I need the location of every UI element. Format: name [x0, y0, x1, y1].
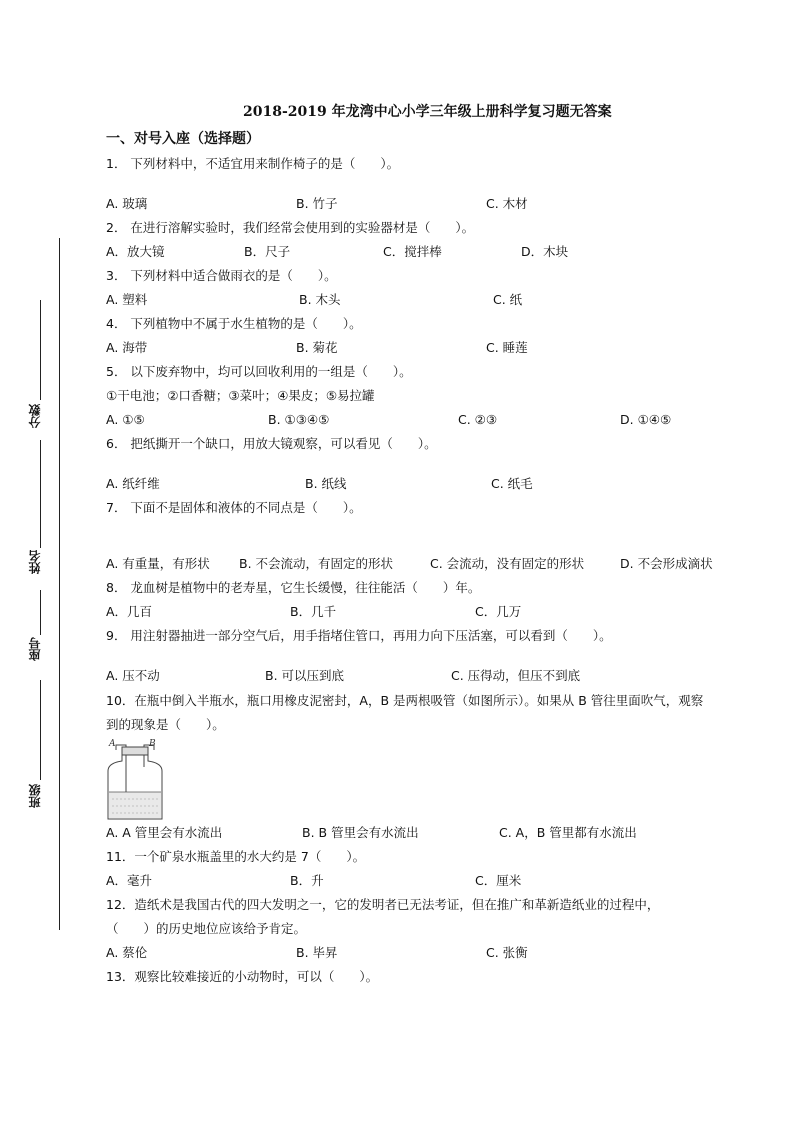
bottle-figure	[104, 737, 166, 821]
section-heading: 一、对号入座（选择题）	[106, 131, 260, 147]
question-1-stem: 1． 下列材料中，不适宜用来制作椅子的是（ ）。	[106, 156, 400, 171]
question-11-stem: 11．一个矿泉水瓶盖里的水大约是 7（ ）。	[106, 849, 366, 864]
question-2-option-b: B．尺子	[244, 244, 291, 259]
question-5-items: ①干电池；②口香糖；③菜叶；④果皮；⑤易拉罐	[106, 388, 375, 403]
question-12-option-b: B. 毕昇	[296, 945, 338, 960]
question-12-option-c: C. 张衡	[486, 945, 528, 960]
question-9-option-a: A. 压不动	[106, 668, 160, 683]
question-10-option-b: B. B 管里会有水流出	[302, 825, 419, 840]
question-7-option-c: C. 会流动，没有固定的形状	[430, 556, 585, 571]
question-6-option-c: C. 纸毛	[491, 476, 533, 491]
name-label: 姓名	[28, 550, 42, 574]
question-5-option-b: B. ①③④⑤	[268, 412, 330, 427]
tube-b-label: B	[149, 739, 156, 749]
question-10-stem-continued: 到的现象是（ ）。	[106, 717, 225, 732]
question-9-option-c: C. 压得动，但压不到底	[451, 668, 581, 683]
question-12-option-a: A. 蔡伦	[106, 945, 148, 960]
question-2-option-d: D．木块	[521, 244, 569, 259]
question-5-option-c: C. ②③	[458, 412, 498, 427]
score-label: 分数	[28, 404, 42, 428]
question-8-option-c: C．几万	[475, 604, 522, 619]
question-11-option-a: A．毫升	[106, 873, 153, 888]
question-1-option-a: A. 玻璃	[106, 196, 148, 211]
name-blank-line	[40, 440, 41, 548]
question-10-option-a: A. A 管里会有水流出	[106, 825, 223, 840]
question-4-stem: 4． 下列植物中不属于水生植物的是（ ）。	[106, 316, 362, 331]
question-2-stem: 2． 在进行溶解实验时，我们经常会使用到的实验器材是（ ）。	[106, 220, 475, 235]
question-9-stem: 9． 用注射器抽进一部分空气后，用手指堵住管口，再用力向下压活塞，可以看到（ ）。	[106, 628, 612, 643]
stopper	[122, 747, 148, 755]
question-13-stem: 13．观察比较难接近的小动物时，可以（ ）。	[106, 969, 379, 984]
question-2-option-c: C．搅拌棒	[383, 244, 442, 259]
question-1-option-b: B. 竹子	[296, 196, 338, 211]
question-9-option-b: B. 可以压到底	[265, 668, 345, 683]
question-12-stem: 12．造纸术是我国古代的四大发明之一，它的发明者已无法考证，但在推广和革新造纸业的过程中，	[106, 897, 660, 912]
question-10-stem: 10．在瓶中倒入半瓶水，瓶口用橡皮泥密封，A，B 是两根吸管（如图所示）。如果从 B 管往里面吹气，观察	[106, 693, 704, 708]
seat-label: 座号	[28, 637, 42, 661]
question-3-option-a: A. 塑料	[106, 292, 148, 307]
binding-line	[59, 238, 60, 930]
tube-a-label: A	[109, 739, 116, 749]
class-label: 班级	[28, 784, 42, 808]
class-blank-line	[40, 680, 41, 780]
question-7-option-b: B. 不会流动，有固定的形状	[239, 556, 394, 571]
question-8-option-b: B．几千	[290, 604, 337, 619]
question-8-stem: 8． 龙血树是植物中的老寿星，它生长缓慢，往往能活（ ）年。	[106, 580, 481, 595]
seat-blank-line	[40, 590, 41, 635]
question-7-option-a: A. 有重量，有形状	[106, 556, 210, 571]
question-3-option-b: B. 木头	[299, 292, 341, 307]
question-4-option-c: C. 睡莲	[486, 340, 528, 355]
question-4-option-b: B. 菊花	[296, 340, 338, 355]
water	[109, 792, 161, 818]
question-2-option-a: A．放大镜	[106, 244, 165, 259]
question-8-option-a: A．几百	[106, 604, 153, 619]
question-11-option-c: C．厘米	[475, 873, 522, 888]
question-3-stem: 3． 下列材料中适合做雨衣的是（ ）。	[106, 268, 337, 283]
question-1-option-c: C. 木材	[486, 196, 528, 211]
question-3-option-c: C. 纸	[493, 292, 523, 307]
question-5-option-a: A. ①⑤	[106, 412, 145, 427]
question-11-option-b: B．升	[290, 873, 324, 888]
question-5-stem: 5． 以下废弃物中，均可以回收利用的一组是（ ）。	[106, 364, 412, 379]
question-5-option-d: D. ①④⑤	[620, 412, 672, 427]
question-6-stem: 6． 把纸撕开一个缺口，用放大镜观察，可以看见（ ）。	[106, 436, 437, 451]
question-10-option-c: C. A，B 管里都有水流出	[499, 825, 637, 840]
score-blank-line	[40, 300, 41, 400]
document-title: 2018-2019 年龙湾中心小学三年级上册科学复习题无答案	[243, 104, 612, 120]
question-12-stem-continued: （ ）的历史地位应该给予肯定。	[106, 921, 307, 936]
question-4-option-a: A. 海带	[106, 340, 148, 355]
question-6-option-b: B. 纸线	[305, 476, 347, 491]
question-7-option-d: D. 不会形成滴状	[620, 556, 713, 571]
question-6-option-a: A. 纸纤维	[106, 476, 160, 491]
question-7-stem: 7． 下面不是固体和液体的不同点是（ ）。	[106, 500, 362, 515]
